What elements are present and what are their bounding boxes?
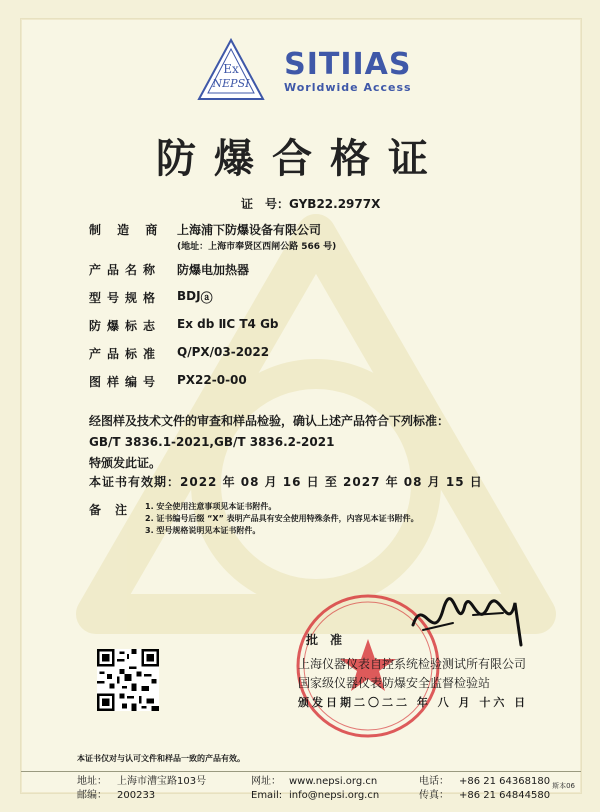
certificate-fields — [89, 221, 549, 401]
issuer-org-2: 国家级仪器仪表防爆安全监督检验站 — [298, 676, 491, 690]
sitiias-wordmark: SITIIAS — [284, 46, 412, 82]
signature — [403, 585, 533, 655]
validity-footnote: 本证书仅对与认可文件和样品一致的产品有效。 — [77, 754, 245, 763]
manufacturer-value: 上海浦下防爆设备有限公司 — [177, 223, 322, 237]
contact-address — [77, 775, 206, 803]
issuer-block — [298, 655, 528, 712]
note-item: 1. 安全使用注意事项见本证书附件。 — [145, 502, 277, 511]
note-item: 2. 证书编号后缀 “X” 表明产品具有安全使用特殊条件，内容见本证书附件。 — [145, 514, 419, 523]
certificate-page — [20, 18, 582, 801]
sitiias-tagline: Worldwide Access — [284, 80, 412, 94]
field-drawing — [89, 373, 549, 401]
issuer-org-1: 上海仪器仪表自控系统检验测试所有限公司 — [298, 657, 527, 671]
issue-date: 颁发日期二〇二二 年 八 月 十六 日 — [298, 696, 529, 709]
certificate-number-value: GYB22.2977X — [289, 197, 381, 211]
certificate-number-label: 证 号： — [241, 197, 290, 211]
address-label: 地址： — [77, 776, 107, 787]
manufacturer-address: (地址：上海市奉贤区西闸公路 566 号) — [177, 242, 337, 252]
logo-row — [196, 37, 412, 105]
standard-label: 产品标准 — [89, 347, 162, 361]
email-value[interactable]: info@nepsi.org.cn — [289, 790, 380, 801]
approval-label: 批准 — [306, 633, 355, 647]
fax-label: 传真： — [419, 790, 449, 801]
contact-phone — [419, 775, 550, 803]
ex-marking-value: Ex db ⅡC T4 Gb — [177, 317, 279, 331]
fax-value: +86 21 64844580 — [459, 790, 551, 801]
statement-line-1: 经图样及技术文件的审查和样品检验，确认上述产品符合下列标准： — [89, 414, 450, 428]
model-value: BDJ — [177, 289, 201, 303]
address-value: 上海市漕宝路103号 — [117, 776, 207, 787]
form-code: 斯本06 — [552, 782, 575, 790]
validity-period: 本证书有效期：2022 年 08 月 16 日 至 2027 年 08 月 15 日 — [89, 475, 483, 489]
field-product — [89, 261, 549, 289]
product-value: 防爆电加热器 — [177, 263, 250, 277]
field-standard — [89, 345, 549, 373]
manufacturer-label: 制 造 商 — [89, 223, 164, 237]
standard-value: Q/PX/03-2022 — [177, 345, 270, 359]
sitiias-logo — [284, 46, 412, 94]
statement-line-2: GB/T 3836.1-2021,GB/T 3836.2-2021 — [89, 435, 335, 449]
nepsi-logo-ex: Ex — [223, 62, 239, 76]
field-manufacturer — [89, 221, 549, 261]
field-ex-marking — [89, 317, 549, 345]
email-label: Email: — [251, 790, 283, 801]
drawing-label: 图样编号 — [89, 375, 162, 389]
drawing-value: PX22-0-00 — [177, 373, 247, 387]
footer-divider — [21, 771, 581, 772]
ex-marking-label: 防爆标志 — [89, 319, 162, 333]
nepsi-logo-nepsi: NEPSI — [212, 77, 250, 90]
certificate-number — [241, 195, 380, 212]
product-label: 产品名称 — [89, 263, 162, 277]
tel-value: +86 21 64368180 — [459, 776, 551, 787]
notes-list — [145, 501, 565, 537]
zip-label: 邮编： — [77, 790, 107, 801]
statement-line-3: 特颁发此证。 — [89, 456, 162, 470]
compliance-statement — [89, 411, 559, 474]
model-symbol-icon: ⓐ — [200, 291, 213, 305]
field-model — [89, 289, 549, 317]
web-value[interactable]: www.nepsi.org.cn — [289, 776, 378, 787]
qr-code — [97, 649, 159, 711]
model-label: 型号规格 — [89, 291, 162, 305]
notes-label: 备注 — [89, 503, 142, 517]
nepsi-logo — [196, 37, 266, 105]
note-item: 3. 型号规格说明见本证书附件。 — [145, 526, 261, 535]
tel-label: 电话： — [419, 776, 449, 787]
contact-web — [251, 775, 379, 803]
zip-value: 200233 — [117, 790, 156, 801]
certificate-title: 防爆合格证 — [156, 135, 446, 182]
web-label: 网址： — [251, 776, 281, 787]
